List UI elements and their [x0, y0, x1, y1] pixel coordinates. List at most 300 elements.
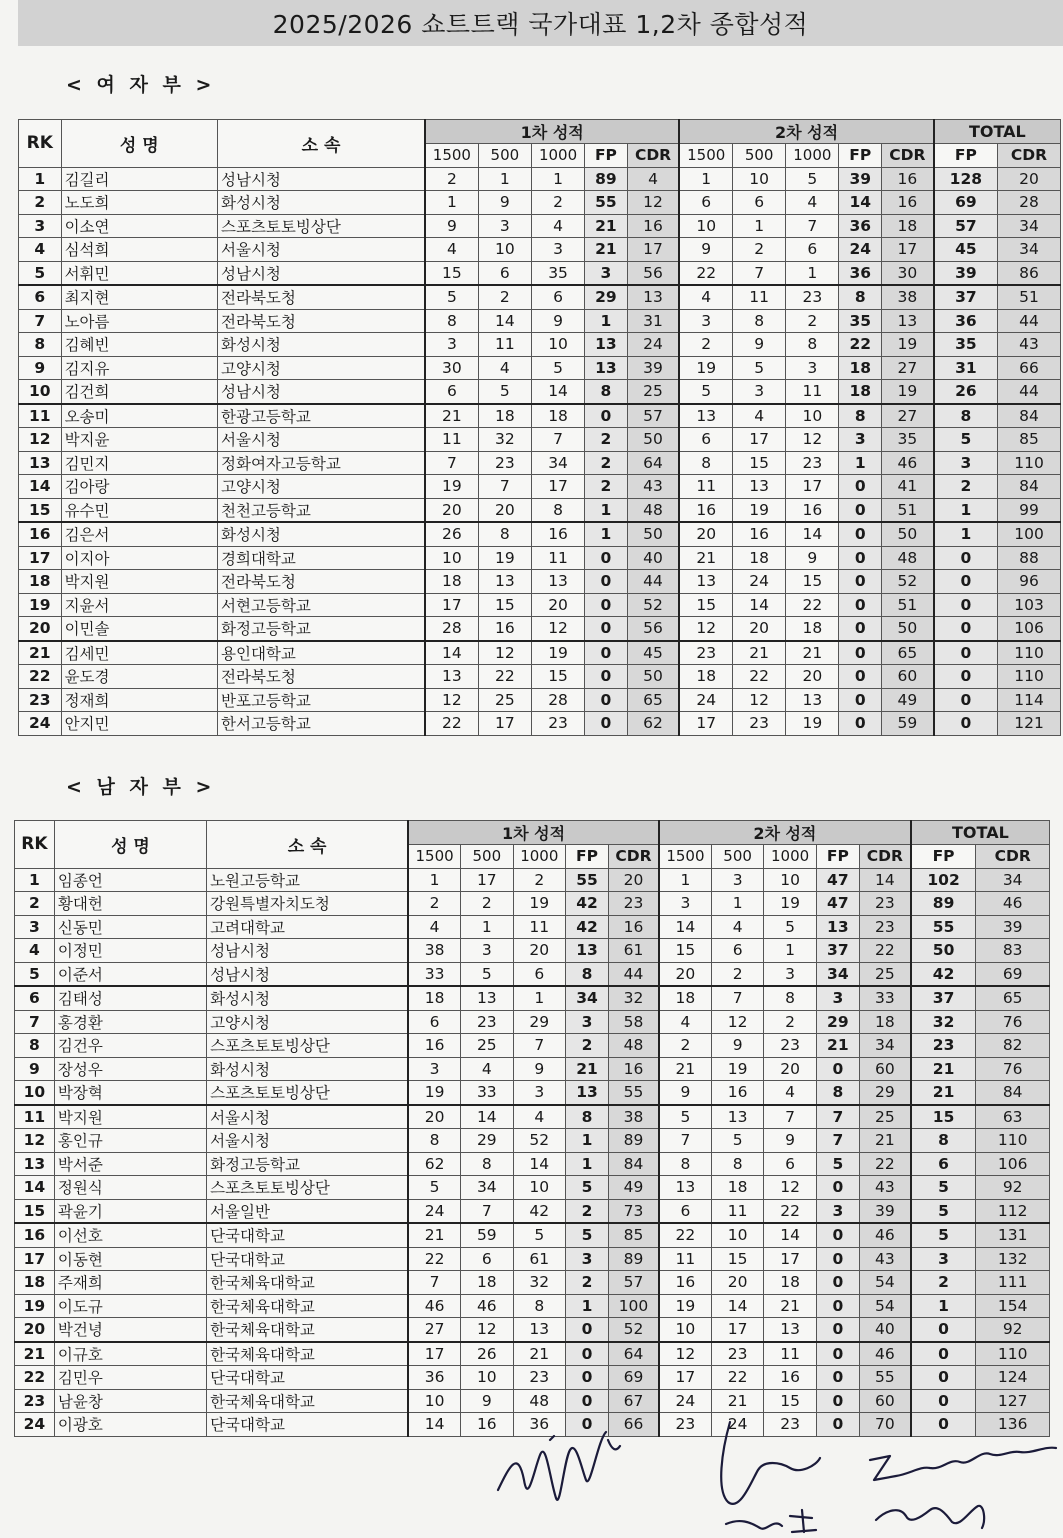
r2-1500-cell: 17	[659, 1366, 711, 1390]
r1-fp-cell: 21	[566, 1057, 609, 1081]
rank-cell: 5	[19, 261, 62, 285]
team-cell: 용인대학교	[218, 641, 426, 665]
r1-1000-cell: 61	[513, 1247, 565, 1271]
r2-500-cell: 10	[711, 1223, 763, 1247]
r2-cdr-cell: 25	[859, 1105, 910, 1129]
r1-500-cell: 18	[478, 404, 531, 428]
r1-1500-cell: 18	[425, 570, 478, 594]
total-cdr-cell: 110	[998, 451, 1061, 475]
r1-cdr-cell: 23	[609, 892, 659, 916]
total-fp-cell: 0	[934, 665, 998, 689]
r2-1000-cell: 22	[764, 1199, 816, 1223]
table-row	[19, 688, 1061, 712]
r2-cdr-cell: 14	[859, 868, 910, 892]
total-cdr-cell: 76	[976, 1010, 1050, 1034]
r2-cdr-cell: 50	[882, 522, 934, 546]
r1-1000-cell: 12	[531, 617, 584, 641]
total-cdr-cell: 28	[998, 191, 1061, 215]
r1-1000-cell: 14	[531, 380, 584, 404]
team-cell: 스포츠토토빙상단	[207, 1081, 409, 1105]
rank-cell: 3	[19, 214, 62, 238]
total-fp-cell: 0	[934, 593, 998, 617]
r2-1000-cell: 16	[786, 498, 839, 522]
total-cdr-cell: 136	[976, 1413, 1050, 1437]
r2-1500-cell: 2	[659, 1034, 711, 1058]
team-cell: 한국체육대학교	[207, 1389, 409, 1413]
total-cdr-cell: 110	[976, 1129, 1050, 1153]
r2-1500-cell: 6	[679, 428, 732, 452]
r1-cdr-cell: 64	[627, 451, 679, 475]
team-cell: 전라북도청	[218, 309, 426, 333]
r2-cdr-cell: 23	[859, 915, 910, 939]
r1-cdr-cell: 84	[609, 1152, 659, 1176]
rank-cell: 3	[15, 915, 55, 939]
total-fp-cell: 36	[934, 309, 998, 333]
r2-1000-cell: 21	[786, 641, 839, 665]
r1-cdr-cell: 48	[627, 498, 679, 522]
r2-cdr-cell: 19	[882, 333, 934, 357]
r2-1500-cell: 13	[679, 570, 732, 594]
r1-fp-cell: 13	[566, 939, 609, 963]
r1-cdr-cell: 16	[609, 1057, 659, 1081]
r1-cdr-cell: 49	[609, 1176, 659, 1200]
r2-fp-cell: 0	[816, 1413, 859, 1437]
name-cell: 이도규	[54, 1294, 206, 1318]
r1-1500-cell: 13	[425, 665, 478, 689]
r1-cdr-cell: 73	[609, 1199, 659, 1223]
r2-1500-cell: 6	[659, 1199, 711, 1223]
rank-cell: 18	[15, 1271, 55, 1295]
r1-500-cell: 2	[461, 892, 513, 916]
total-cdr-cell: 110	[976, 1342, 1050, 1366]
rank-cell: 2	[15, 892, 55, 916]
table-row	[15, 1271, 1050, 1295]
name-cell: 이규호	[54, 1342, 206, 1366]
r1-1000-cell: 7	[513, 1034, 565, 1058]
table-row	[19, 593, 1061, 617]
r1-fp-cell: 1	[566, 1129, 609, 1153]
total-fp-cell: 26	[934, 380, 998, 404]
r1-500-cell: 5	[478, 380, 531, 404]
r1-fp-cell: 0	[585, 712, 628, 736]
total-fp-cell: 2	[911, 1271, 976, 1295]
r2-fp-cell: 21	[816, 1034, 859, 1058]
r1-500-cell: 19	[478, 546, 531, 570]
r1-500-cell: 20	[478, 498, 531, 522]
r1-500-cell: 4	[461, 1057, 513, 1081]
r1-fp-cell: 0	[566, 1342, 609, 1366]
r1-cdr-cell: 31	[627, 309, 679, 333]
r1-1000-header: 1000	[531, 144, 584, 168]
rank-cell: 8	[19, 333, 62, 357]
name-cell: 유수민	[61, 498, 217, 522]
r1-500-cell: 1	[478, 167, 531, 191]
r1-1500-cell: 20	[425, 498, 478, 522]
r1-fp-cell: 55	[585, 191, 628, 215]
table-row	[19, 641, 1061, 665]
table-row	[19, 285, 1061, 309]
r2-cdr-cell: 34	[859, 1034, 910, 1058]
r1-cdr-cell: 17	[627, 238, 679, 262]
r1-1000-cell: 1	[513, 986, 565, 1010]
total-fp-cell: 5	[934, 428, 998, 452]
total-fp-cell: 23	[911, 1034, 976, 1058]
r2-cdr-cell: 16	[882, 167, 934, 191]
r2-fp-cell: 0	[816, 1176, 859, 1200]
table-row	[19, 665, 1061, 689]
r1-1500-cell: 24	[408, 1199, 460, 1223]
name-cell: 이선호	[54, 1223, 206, 1247]
r2-1000-header: 1000	[786, 144, 839, 168]
r1-cdr-cell: 67	[609, 1389, 659, 1413]
r1-1500-cell: 3	[408, 1057, 460, 1081]
r2-fp-cell: 0	[839, 475, 882, 499]
name-cell: 박지윤	[61, 428, 217, 452]
r1-500-cell: 25	[478, 688, 531, 712]
r1-1500-cell: 7	[408, 1271, 460, 1295]
total-cdr-cell: 96	[998, 570, 1061, 594]
table-row	[15, 1389, 1050, 1413]
table-row	[15, 962, 1050, 986]
r2-1500-cell: 15	[659, 939, 711, 963]
team-cell: 성남시청	[207, 939, 409, 963]
total-cdr-cell: 92	[976, 1318, 1050, 1342]
r2-1500-cell: 11	[679, 475, 732, 499]
r1-fp-cell: 0	[585, 570, 628, 594]
r1-500-cell: 5	[461, 962, 513, 986]
r1-1000-cell: 10	[531, 333, 584, 357]
total-cdr-cell: 114	[998, 688, 1061, 712]
total-fp-cell: 0	[934, 712, 998, 736]
r2-1000-cell: 18	[764, 1271, 816, 1295]
r2-1500-cell: 24	[659, 1389, 711, 1413]
total-cdr-cell: 99	[998, 498, 1061, 522]
table-row	[19, 309, 1061, 333]
r1-500-cell: 26	[461, 1342, 513, 1366]
r1-500-cell: 23	[461, 1010, 513, 1034]
r2-1000-cell: 17	[764, 1247, 816, 1271]
r2-500-cell: 4	[711, 915, 763, 939]
r2-cdr-header: CDR	[859, 845, 910, 869]
r2-1500-cell: 1	[679, 167, 732, 191]
rank-header: RK	[19, 120, 62, 168]
total-fp-cell: 39	[934, 261, 998, 285]
total-fp-cell: 128	[934, 167, 998, 191]
total-cdr-cell: 43	[998, 333, 1061, 357]
r1-500-cell: 46	[461, 1294, 513, 1318]
r2-cdr-cell: 46	[882, 451, 934, 475]
r2-1500-cell: 12	[679, 617, 732, 641]
r2-1500-cell: 16	[679, 498, 732, 522]
r1-1500-cell: 9	[425, 214, 478, 238]
table-row	[15, 1318, 1050, 1342]
total-cdr-cell: 84	[998, 475, 1061, 499]
r2-500-cell: 4	[733, 404, 786, 428]
r1-500-header: 500	[461, 845, 513, 869]
r2-500-cell: 9	[711, 1034, 763, 1058]
total-fp-cell: 2	[934, 475, 998, 499]
r2-1500-cell: 18	[679, 665, 732, 689]
r2-cdr-cell: 22	[859, 1152, 910, 1176]
r1-500-cell: 12	[478, 641, 531, 665]
r2-fp-cell: 0	[816, 1271, 859, 1295]
r2-500-cell: 13	[733, 475, 786, 499]
name-cell: 김태성	[54, 986, 206, 1010]
rank-cell: 9	[15, 1057, 55, 1081]
name-cell: 이민솔	[61, 617, 217, 641]
r2-1000-cell: 13	[764, 1318, 816, 1342]
r2-cdr-cell: 65	[882, 641, 934, 665]
r1-500-cell: 6	[461, 1247, 513, 1271]
name-cell: 지윤서	[61, 593, 217, 617]
round1-header: 1차 성적	[408, 821, 659, 845]
total-fp-cell: 1	[934, 522, 998, 546]
table-row	[19, 498, 1061, 522]
name-cell: 이준서	[54, 962, 206, 986]
r2-fp-cell: 3	[816, 986, 859, 1010]
rank-cell: 23	[15, 1389, 55, 1413]
r1-1000-cell: 28	[531, 688, 584, 712]
total-cdr-cell: 154	[976, 1294, 1050, 1318]
team-cell: 스포츠토토빙상단	[218, 214, 426, 238]
rank-cell: 15	[19, 498, 62, 522]
r1-cdr-cell: 20	[609, 868, 659, 892]
r1-500-cell: 6	[478, 261, 531, 285]
r2-500-cell: 11	[733, 285, 786, 309]
r1-fp-cell: 0	[566, 1318, 609, 1342]
r2-cdr-cell: 70	[859, 1413, 910, 1437]
rank-cell: 12	[19, 428, 62, 452]
rank-cell: 1	[19, 167, 62, 191]
r1-1500-cell: 2	[425, 167, 478, 191]
team-cell: 단국대학교	[207, 1366, 409, 1390]
name-cell: 장성우	[54, 1057, 206, 1081]
r2-fp-cell: 0	[816, 1294, 859, 1318]
r1-cdr-cell: 45	[627, 641, 679, 665]
r1-500-cell: 1	[461, 915, 513, 939]
r1-1000-cell: 20	[513, 939, 565, 963]
r2-fp-cell: 0	[839, 570, 882, 594]
total-cdr-cell: 112	[976, 1199, 1050, 1223]
name-cell: 신동민	[54, 915, 206, 939]
table-row	[15, 1129, 1050, 1153]
r2-cdr-cell: 54	[859, 1271, 910, 1295]
name-cell: 남윤창	[54, 1389, 206, 1413]
name-cell: 박지원	[54, 1105, 206, 1129]
r1-fp-header: FP	[585, 144, 628, 168]
r1-fp-cell: 0	[585, 665, 628, 689]
r2-1000-cell: 18	[786, 617, 839, 641]
r1-500-cell: 17	[461, 868, 513, 892]
team-cell: 서울일반	[207, 1199, 409, 1223]
r2-fp-cell: 0	[816, 1389, 859, 1413]
r1-1000-cell: 19	[513, 892, 565, 916]
table-row	[19, 404, 1061, 428]
r2-cdr-cell: 49	[882, 688, 934, 712]
team-cell: 화정고등학교	[218, 617, 426, 641]
r1-500-cell: 34	[461, 1176, 513, 1200]
r2-fp-cell: 0	[839, 593, 882, 617]
total-fp-cell: 8	[911, 1129, 976, 1153]
r2-1500-cell: 23	[659, 1413, 711, 1437]
team-cell: 한국체육대학교	[207, 1342, 409, 1366]
r1-cdr-cell: 4	[627, 167, 679, 191]
r1-cdr-cell: 40	[627, 546, 679, 570]
team-cell: 천천고등학교	[218, 498, 426, 522]
name-cell: 박건녕	[54, 1318, 206, 1342]
total-fp-cell: 57	[934, 214, 998, 238]
r1-1000-cell: 5	[531, 356, 584, 380]
r1-500-cell: 33	[461, 1081, 513, 1105]
r1-1000-cell: 1	[531, 167, 584, 191]
r1-1000-cell: 6	[513, 962, 565, 986]
r2-fp-cell: 47	[816, 868, 859, 892]
r2-1500-cell: 14	[659, 915, 711, 939]
r1-1000-cell: 19	[531, 641, 584, 665]
r2-500-cell: 24	[733, 570, 786, 594]
total-cdr-cell: 92	[976, 1176, 1050, 1200]
team-cell: 스포츠토토빙상단	[207, 1034, 409, 1058]
team-cell: 서울시청	[207, 1105, 409, 1129]
r2-cdr-cell: 43	[859, 1176, 910, 1200]
r2-500-cell: 9	[733, 333, 786, 357]
table-row	[19, 167, 1061, 191]
rank-cell: 11	[15, 1105, 55, 1129]
team-cell: 노원고등학교	[207, 868, 409, 892]
r2-1000-cell: 8	[786, 333, 839, 357]
r2-cdr-cell: 35	[882, 428, 934, 452]
r2-cdr-cell: 60	[859, 1057, 910, 1081]
rank-cell: 20	[15, 1318, 55, 1342]
name-cell: 박장혁	[54, 1081, 206, 1105]
team-cell: 성남시청	[218, 261, 426, 285]
r1-cdr-cell: 62	[627, 712, 679, 736]
r1-1500-cell: 6	[425, 380, 478, 404]
r1-1000-cell: 20	[531, 593, 584, 617]
rank-cell: 4	[19, 238, 62, 262]
rank-cell: 4	[15, 939, 55, 963]
r2-500-cell: 17	[711, 1318, 763, 1342]
table-row	[19, 617, 1061, 641]
team-cell: 화성시청	[207, 986, 409, 1010]
r1-1000-cell: 9	[513, 1057, 565, 1081]
r1-cdr-cell: 85	[609, 1223, 659, 1247]
r2-fp-cell: 47	[816, 892, 859, 916]
r1-cdr-cell: 13	[627, 285, 679, 309]
r1-1500-cell: 21	[408, 1223, 460, 1247]
total-cdr-cell: 84	[976, 1081, 1050, 1105]
total-cdr-cell: 20	[998, 167, 1061, 191]
r2-fp-cell: 7	[816, 1105, 859, 1129]
r2-500-cell: 14	[711, 1294, 763, 1318]
total-cdr-cell: 84	[998, 404, 1061, 428]
r1-1500-cell: 38	[408, 939, 460, 963]
table-row	[19, 428, 1061, 452]
team-header: 소 속	[207, 821, 409, 869]
r1-fp-cell: 0	[566, 1413, 609, 1437]
r1-1500-cell: 17	[408, 1342, 460, 1366]
r2-cdr-cell: 51	[882, 498, 934, 522]
r2-1000-cell: 13	[786, 688, 839, 712]
r1-1500-cell: 18	[408, 986, 460, 1010]
table-row	[15, 1176, 1050, 1200]
r1-cdr-cell: 61	[609, 939, 659, 963]
total-cdr-cell: 127	[976, 1389, 1050, 1413]
r1-cdr-cell: 58	[609, 1010, 659, 1034]
table-row	[15, 1010, 1050, 1034]
r2-500-cell: 16	[733, 522, 786, 546]
r2-fp-cell: 8	[816, 1081, 859, 1105]
table-row	[19, 261, 1061, 285]
r2-cdr-cell: 41	[882, 475, 934, 499]
table-row	[19, 712, 1061, 736]
r1-500-cell: 7	[461, 1199, 513, 1223]
r2-1500-cell: 13	[659, 1176, 711, 1200]
r2-500-cell: 21	[711, 1389, 763, 1413]
r2-500-cell: 12	[711, 1010, 763, 1034]
r2-fp-cell: 7	[816, 1129, 859, 1153]
r1-cdr-cell: 100	[609, 1294, 659, 1318]
total-header: TOTAL	[911, 821, 1050, 845]
r2-cdr-cell: 22	[859, 939, 910, 963]
total-cdr-cell: 100	[998, 522, 1061, 546]
r2-1000-cell: 10	[786, 404, 839, 428]
r2-1500-cell: 3	[679, 309, 732, 333]
r1-cdr-cell: 66	[609, 1413, 659, 1437]
r1-1500-cell: 28	[425, 617, 478, 641]
team-cell: 화성시청	[218, 191, 426, 215]
rank-cell: 6	[15, 986, 55, 1010]
team-cell: 전라북도청	[218, 665, 426, 689]
team-cell: 반포고등학교	[218, 688, 426, 712]
r1-1000-cell: 4	[531, 214, 584, 238]
r1-500-cell: 23	[478, 451, 531, 475]
r1-1500-cell: 30	[425, 356, 478, 380]
r2-fp-cell: 36	[839, 214, 882, 238]
r1-1000-cell: 13	[513, 1318, 565, 1342]
rank-cell: 13	[19, 451, 62, 475]
r1-1500-cell: 27	[408, 1318, 460, 1342]
r2-cdr-cell: 38	[882, 285, 934, 309]
r2-fp-cell: 34	[816, 962, 859, 986]
r2-cdr-cell: 27	[882, 356, 934, 380]
men-section-label: < 남 자 부 >	[66, 776, 216, 798]
r1-fp-cell: 3	[566, 1247, 609, 1271]
r2-500-cell: 17	[733, 428, 786, 452]
r1-500-cell: 25	[461, 1034, 513, 1058]
r1-cdr-cell: 69	[609, 1366, 659, 1390]
r2-1500-cell: 12	[659, 1342, 711, 1366]
r1-fp-cell: 13	[566, 1081, 609, 1105]
r1-fp-cell: 13	[585, 333, 628, 357]
r2-1000-cell: 17	[786, 475, 839, 499]
table-row	[15, 939, 1050, 963]
name-cell: 이지아	[61, 546, 217, 570]
name-cell: 안지민	[61, 712, 217, 736]
r1-500-cell: 13	[478, 570, 531, 594]
name-cell: 정원식	[54, 1176, 206, 1200]
table-row	[19, 380, 1061, 404]
r2-500-cell: 8	[733, 309, 786, 333]
r2-fp-cell: 0	[839, 665, 882, 689]
r1-1000-cell: 3	[531, 238, 584, 262]
r2-1500-cell: 19	[659, 1294, 711, 1318]
r1-1000-cell: 7	[531, 428, 584, 452]
table-row	[15, 1199, 1050, 1223]
r1-fp-cell: 1	[585, 309, 628, 333]
r2-fp-cell: 18	[839, 380, 882, 404]
r2-cdr-cell: 46	[859, 1223, 910, 1247]
